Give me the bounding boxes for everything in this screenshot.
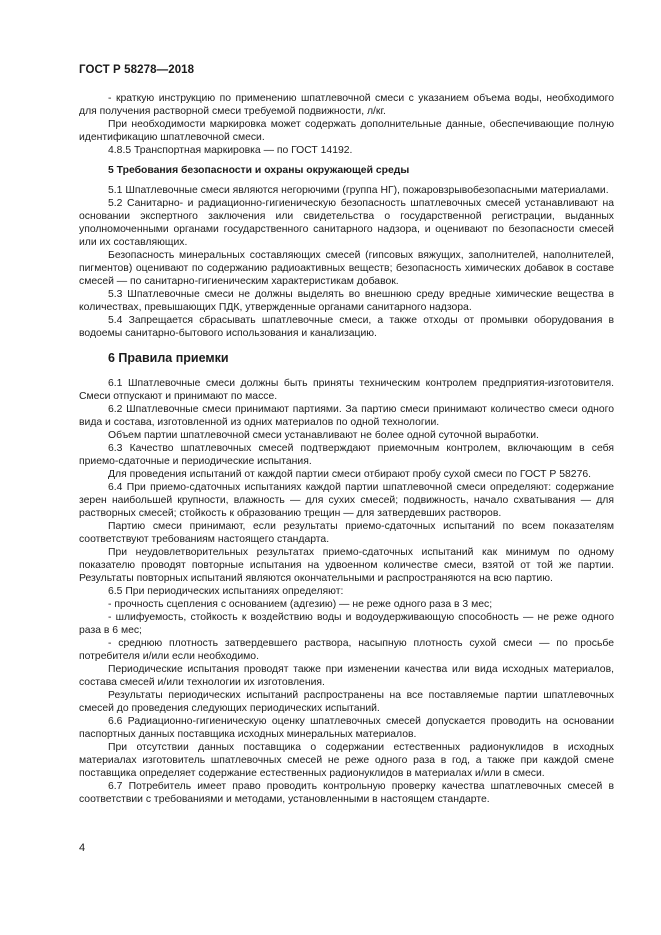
document-body <box>79 92 614 806</box>
paragraph: 6.6 Радиационно-гигиеническую оценку шпатлевочных смесей допускается проводить на основании паспортных данных поставщика исходных минеральных материалов. <box>79 716 614 740</box>
paragraph: 6.5 При периодических испытаниях определяют: <box>108 586 344 597</box>
paragraph: Объем партии шпатлевочной смеси устанавливают не более одной суточной выработки. <box>108 430 539 441</box>
paragraph: Партию смеси принимают, если результаты приемо-сдаточных испытаний по всем показателям соответствуют требованиям настоящего стандарта. <box>79 521 614 545</box>
paragraph: 6.1 Шпатлевочные смеси должны быть приняты техническим контролем предприятия-изготовителя. Смеси отпускают и принимают по массе. <box>79 378 614 402</box>
paragraph: - среднюю плотность затвердевшего раствора, насыпную плотность сухой смеси — по просьбе потребителя и/или если необходимо. <box>79 638 614 662</box>
paragraph: Периодические испытания проводят также при изменении качества или вида исходных материалов, состава смесей и/или технологии их изготовления. <box>79 664 614 688</box>
paragraph: 6.7 Потребитель имеет право проводить контрольную проверку качества шпатлевочных смесей в соответствии с требованиями и методами, установленными в настоящем стандарте. <box>79 781 614 805</box>
paragraph: - краткую инструкцию по применению шпатлевочной смеси с указанием объема воды, необходимого для получения растворной смеси требуемой подвижности, л/кг. <box>79 93 614 117</box>
paragraph: 5.4 Запрещается сбрасывать шпатлевочные смеси, а также отходы от промывки оборудования в водоемы санитарно-бытового использования и канализацию. <box>79 315 614 339</box>
section-heading: 6 Правила приемки <box>108 351 229 365</box>
paragraph: 4.8.5 Транспортная маркировка — по ГОСТ 14192. <box>108 145 353 156</box>
paragraph: 5.3 Шпатлевочные смеси не должны выделять во внешнюю среду вредные химические вещества в количествах, превышающих ПДК, утвержденные органами санитарного надзора. <box>79 289 614 313</box>
paragraph: Результаты периодических испытаний распространены на все поставляемые партии шпатлевочных смесей до проведения следующих периодических испытаний. <box>79 690 614 714</box>
paragraph: 5.1 Шпатлевочные смеси являются негорючими (группа НГ), пожаровзрывобезопасными материалами. <box>108 185 609 196</box>
paragraph: - прочность сцепления с основанием (адгезию) — не реже одного раза в 3 мес; <box>108 599 493 610</box>
paragraph: 6.4 При приемо-сдаточных испытаниях каждой партии шпатлевочной смеси определяют: содержание зерен наибольшей крупности, влажность — для сухих смесей; подвижность, начало схватывания — для растворных смесей; стойкость к образованию трещин — для затвердевших растворов. <box>79 482 614 519</box>
paragraph: При неудовлетворительных результатах приемо-сдаточных испытаний как минимум по одному показателю проводят повторные испытания на удвоенном количестве смеси, взятой от той же партии. Результаты повторных испытаний являются окончательными и распространяются на всю партию. <box>79 547 614 584</box>
section-heading: 5 Требования безопасности и охраны окружающей среды <box>108 165 410 176</box>
paragraph: При отсутствии данных поставщика о содержании естественных радионуклидов в исходных материалах изготовитель шпатлевочных смесей не реже одного раза в год, а также при каждой смене поставщика определяет содержание естественных радионуклидов в материалах и/или в смеси. <box>79 742 614 779</box>
paragraph: 6.2 Шпатлевочные смеси принимают партиями. За партию смеси принимают количество смеси одного вида и состава, изготовленной из одних материалов по одной технологии. <box>79 404 614 428</box>
page-number: 4 <box>79 842 86 854</box>
paragraph: Безопасность минеральных составляющих смесей (гипсовых вяжущих, заполнителей, наполнителей, пигментов) оценивают по содержанию радиоактивных веществ; безопасность химических добавок в составе смесей — по санитарно-гигиеническим характеристикам добавок. <box>79 250 614 287</box>
paragraph: 5.2 Санитарно- и радиационно-гигиеническую безопасность шпатлевочных смесей устанавливают на основании экспертного заключения или свидетельства о государственной регистрации, выданных уполномоченными органами государственного санитарного надзора, и оценивают по безопасности смесей или их составляющих. <box>79 198 614 248</box>
paragraph: Для проведения испытаний от каждой партии смеси отбирают пробу сухой смеси по ГОСТ Р 58276. <box>108 469 592 480</box>
standard-header: ГОСТ Р 58278—2018 <box>79 64 195 76</box>
paragraph: - шлифуемость, стойкость к воздействию воды и водоудерживающую способность — не реже одного раза в 6 мес; <box>79 612 614 636</box>
paragraph: 6.3 Качество шпатлевочных смесей подтверждают приемочным контролем, включающим в себя приемо-сдаточные и периодические испытания. <box>79 443 614 467</box>
paragraph: При необходимости маркировка может содержать дополнительные данные, обеспечивающие полную идентификацию шпатлевочной смеси. <box>79 119 614 143</box>
